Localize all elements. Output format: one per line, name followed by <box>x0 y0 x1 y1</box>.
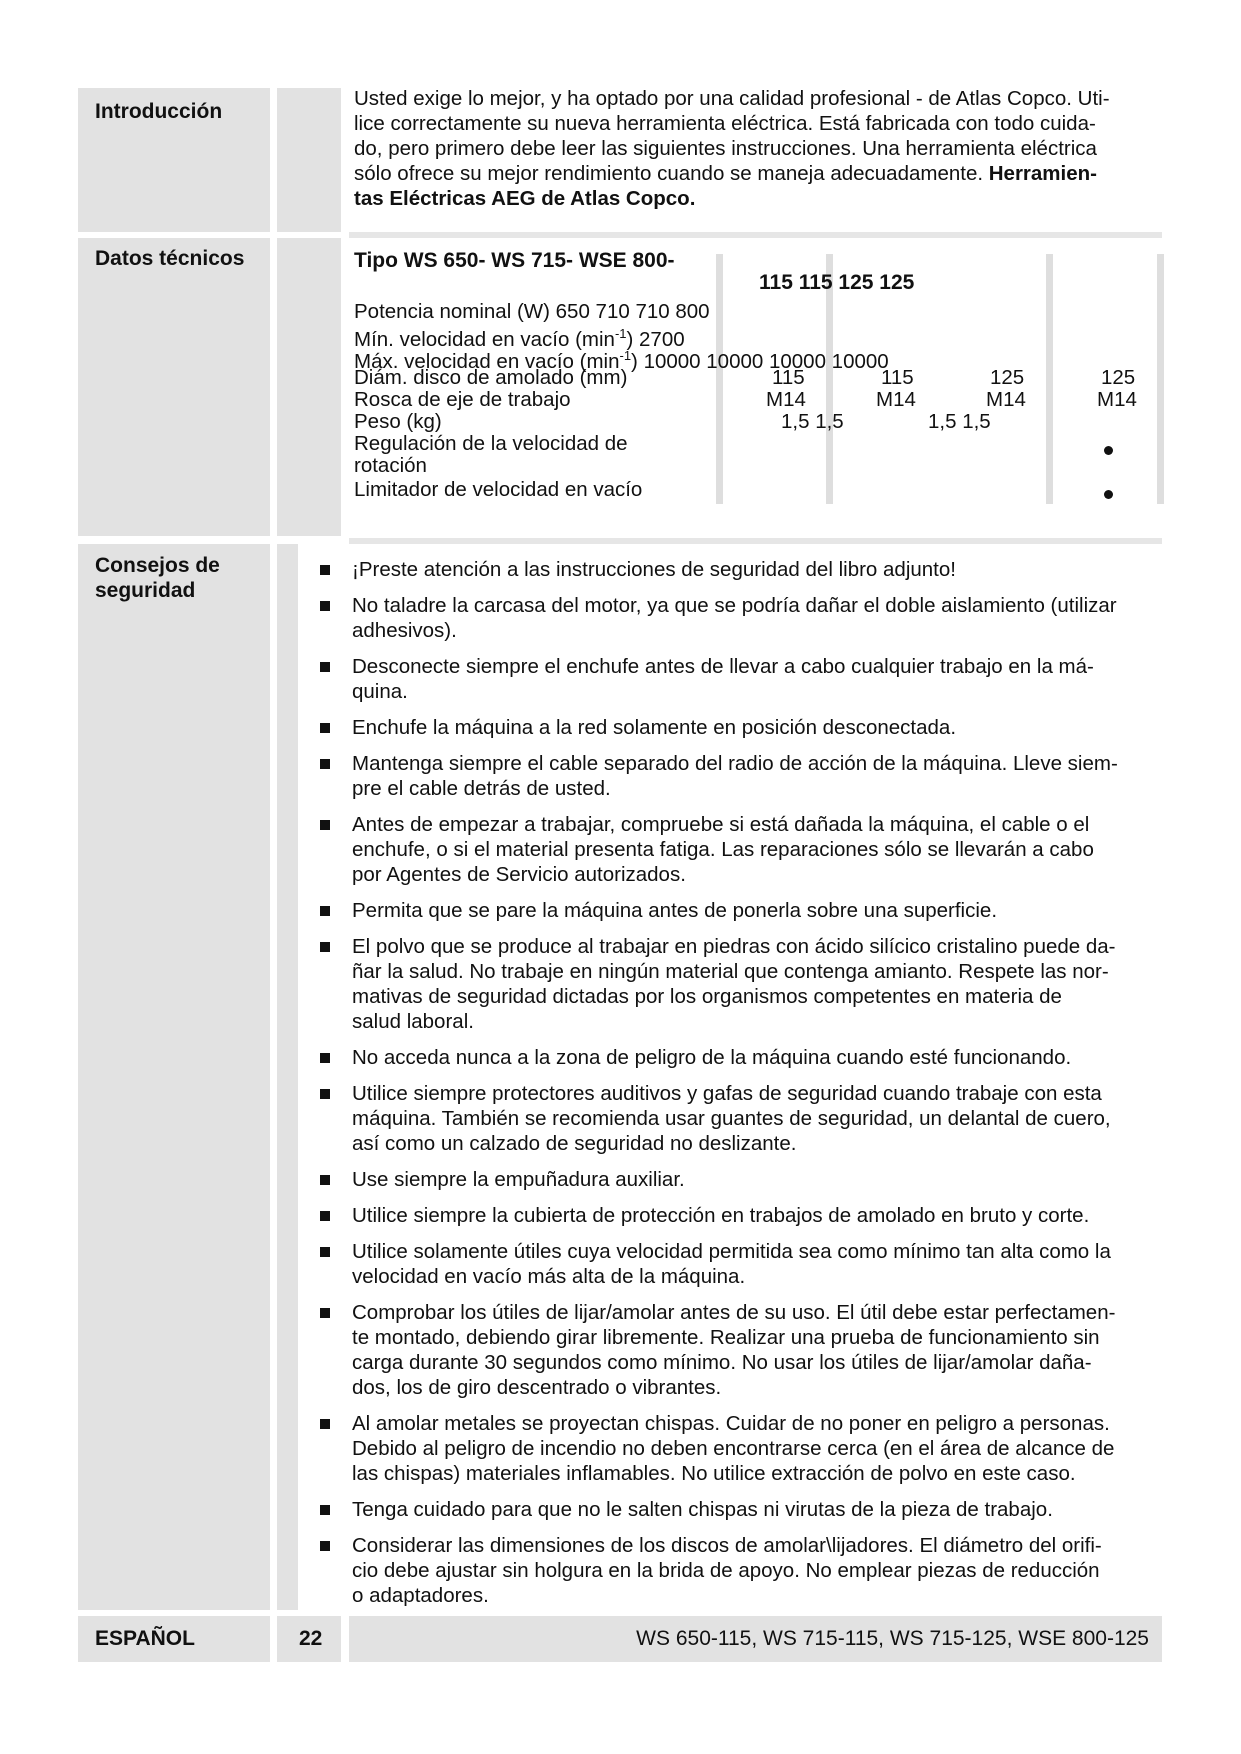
bullet-square-icon <box>320 1053 330 1063</box>
bullet-square-icon <box>320 820 330 830</box>
superscript: -1 <box>619 348 632 363</box>
disc-value: 125 <box>990 366 1025 389</box>
bullet-square-icon <box>320 942 330 952</box>
separator-mid <box>349 538 1162 544</box>
table-column-divider <box>1046 254 1053 504</box>
row-weight-label: Peso (kg) <box>354 410 442 433</box>
disc-value: 115 <box>772 366 805 389</box>
row-regulation-2: rotación <box>354 454 427 477</box>
section-label-intro: Introducción <box>95 100 223 123</box>
safety-item: El polvo que se produce al trabajar en piedras con ácido silícico cristalino puede da- ñar la salud. No trabaje en ningún material que contenga amianto. Respete las nor- mativas de seguridad dictadas por los organismos competentes en materia de salud laboral. <box>316 934 1166 1034</box>
sidebar-tech-narrow <box>277 238 341 536</box>
safety-item: No taladre la carcasa del motor, ya que se podría dañar el doble aislamiento (utilizar adhesivos). <box>316 593 1166 643</box>
row-limiter: Limitador de velocidad en vacío <box>354 478 643 501</box>
safety-item: Use siempre la empuñadura auxiliar. <box>316 1167 1166 1192</box>
safety-item: Enchufe la máquina a la red solamente en posición desconectada. <box>316 715 1166 740</box>
section-label-safety-2: seguridad <box>95 579 196 602</box>
bullet-square-icon <box>320 1541 330 1551</box>
sidebar-safety-narrow <box>277 544 298 1610</box>
thread-value: M14 <box>986 388 1026 411</box>
bullet-square-icon <box>320 1247 330 1257</box>
row-thread-label: Rosca de eje de trabajo <box>354 388 571 411</box>
footer-page-number: 22 <box>299 1627 323 1650</box>
safety-item: Permita que se pare la máquina antes de ponerla sobre una superficie. <box>316 898 1166 923</box>
table-column-divider <box>716 254 723 504</box>
intro-brand-bold: Herramien- <box>988 162 1097 185</box>
table-subheader: 115 115 125 125 <box>759 271 915 294</box>
row-disc-label: Diám. disco de amolado (mm) <box>354 366 628 389</box>
bullet-square-icon <box>320 723 330 733</box>
superscript: -1 <box>614 326 627 341</box>
intro-line: do, pero primero debe leer las siguientes instrucciones. Una herramienta eléctrica <box>354 137 1097 160</box>
safety-item: Comprobar los útiles de lijar/amolar antes de su uso. El útil debe estar perfectamen- te montado, debiendo girar libremente. Realizar una prueba de funcionamiento sin carga durante 30 segundos como mínimo. No usar los útiles de lijar/amolar daña- dos, los de giro descentrado o vibrantes. <box>316 1300 1166 1400</box>
sidebar-intro-narrow <box>277 88 341 232</box>
row-regulation-1: Regulación de la velocidad de <box>354 432 628 455</box>
bullet-square-icon <box>320 1211 330 1221</box>
footer-models: WS 650-115, WS 715-115, WS 715-125, WSE 800-125 <box>636 1627 1149 1650</box>
safety-item: Mantenga siempre el cable separado del radio de acción de la máquina. Lleve siem- pre el cable detrás de usted. <box>316 751 1166 801</box>
bullet-square-icon <box>320 906 330 916</box>
safety-item: Tenga cuidado para que no le salten chispas ni virutas de la pieza de trabajo. <box>316 1497 1166 1522</box>
section-label-tech: Datos técnicos <box>95 247 245 270</box>
safety-item: Utilice solamente útiles cuya velocidad permitida sea como mínimo tan alta como la velocidad en vacío más alta de la máquina. <box>316 1239 1166 1289</box>
intro-line: Usted exige lo mejor, y ha optado por una calidad profesional - de Atlas Copco. Uti- <box>354 87 1110 110</box>
weight-value: 1,5 1,5 <box>781 410 844 433</box>
safety-item: Antes de empezar a trabajar, compruebe si está dañada la máquina, el cable o el enchufe, o si el material presenta fatiga. Las reparaciones sólo se llevarán a cabo por Agentes de Servicio autorizados. <box>316 812 1166 887</box>
row-min-speed: Mín. velocidad en vacío $(\min^{-1})$ 2700 <box>354 326 685 351</box>
safety-item: Utilice siempre protectores auditivos y gafas de seguridad cuando trabaje con esta máquina. También se recomienda usar guantes de seguridad, un delantal de cuero, así como un calzado de seguridad no deslizante. <box>316 1081 1166 1156</box>
safety-item: ¡Preste atención a las instrucciones de seguridad del libro adjunto! <box>316 557 1166 582</box>
safety-item: Desconecte siempre el enchufe antes de llevar a cabo cualquier trabajo en la má- quina. <box>316 654 1166 704</box>
feature-dot-regulation <box>1104 446 1113 455</box>
bullet-square-icon <box>320 1419 330 1429</box>
safety-item: No acceda nunca a la zona de peligro de la máquina cuando esté funcionando. <box>316 1045 1166 1070</box>
feature-dot-limiter <box>1104 490 1113 499</box>
disc-value: 125 <box>1101 366 1136 389</box>
intro-brand-line: tas Eléctricas AEG de Atlas Copco. <box>354 187 696 210</box>
footer-language: ESPAÑOL <box>95 1627 195 1650</box>
table-header: Tipo WS 650- WS 715- WSE 800- <box>354 249 675 272</box>
sidebar-tech-block <box>78 238 270 536</box>
bullet-square-icon <box>320 565 330 575</box>
intro-line: lice correctamente su nueva herramienta eléctrica. Está fabricada con todo cuida- <box>354 112 1096 135</box>
thread-value: M14 <box>1097 388 1137 411</box>
bullet-square-icon <box>320 1308 330 1318</box>
table-column-divider <box>1157 254 1164 504</box>
intro-paragraph <box>354 86 1162 211</box>
bullet-square-icon <box>320 1175 330 1185</box>
sidebar-safety-block <box>78 544 270 1610</box>
safety-item: Considerar las dimensiones de los discos de amolar\lijadores. El diámetro del orifi- cio debe ajustar sin holgura en la brida de apoyo. No emplear piezas de reducción o adaptadores. <box>316 1533 1166 1608</box>
weight-value: 1,5 1,5 <box>928 410 991 433</box>
disc-value: 115 <box>881 366 914 389</box>
row-power: Potencia nominal (W) 650 710 710 800 <box>354 300 710 323</box>
bullet-square-icon <box>320 1505 330 1515</box>
bullet-square-icon <box>320 662 330 672</box>
bullet-square-icon <box>320 601 330 611</box>
bullet-square-icon <box>320 1089 330 1099</box>
thread-value: M14 <box>876 388 916 411</box>
safety-item: Utilice siempre la cubierta de protección en trabajos de amolado en bruto y corte. <box>316 1203 1166 1228</box>
separator-top <box>349 232 1162 238</box>
intro-line: sólo ofrece su mejor rendimiento cuando se maneja adecuadamente. Herramien- <box>354 162 1097 185</box>
safety-item: Al amolar metales se proyectan chispas. Cuidar de no poner en peligro a personas. Debido al peligro de incendio no deben encontrarse cerca (en el área de alcance de las chispas) materiales inflamables. No utilice extracción de polvo en este caso. <box>316 1411 1166 1486</box>
section-label-safety-1: Consejos de <box>95 554 220 577</box>
thread-value: M14 <box>766 388 806 411</box>
bullet-square-icon <box>320 759 330 769</box>
row-max-speed: Máx. velocidad en vacío $(\min^{-1})$ 10000 10000 10000 10000 <box>354 348 889 373</box>
